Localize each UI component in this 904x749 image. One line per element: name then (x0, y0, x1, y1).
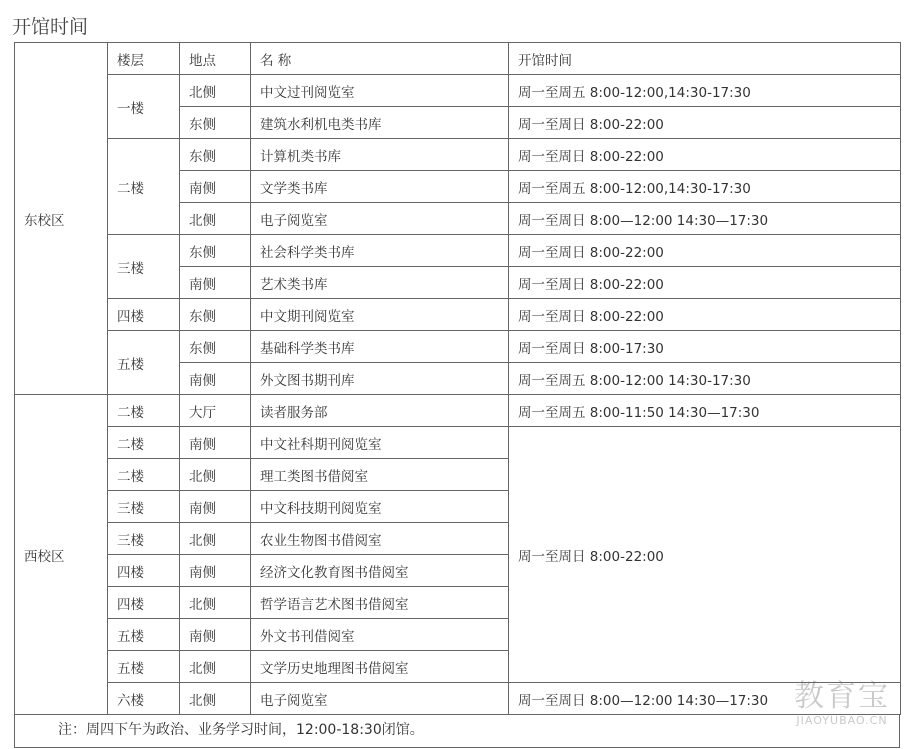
location-cell: 南侧 (180, 363, 251, 395)
room-name-cell: 电子阅览室 (251, 203, 509, 235)
hours-cell: 周一至周日 8:00-22:00 (509, 299, 901, 331)
table-row (15, 427, 901, 459)
room-name-cell: 艺术类书库 (251, 267, 509, 299)
floor-cell: 二楼 (108, 395, 180, 427)
location-cell: 东侧 (180, 107, 251, 139)
room-name-cell: 中文过刊阅览室 (251, 75, 509, 107)
location-cell: 北侧 (180, 203, 251, 235)
hours-cell: 周一至周日 8:00-22:00 (509, 235, 901, 267)
hours-cell: 周一至周五 8:00-12:00,14:30-17:30 (509, 171, 901, 203)
table-row (15, 235, 901, 267)
hours-cell: 周一至周五 8:00-12:00 14:30-17:30 (509, 363, 901, 395)
location-cell: 东侧 (180, 331, 251, 363)
floor-cell: 四楼 (108, 299, 180, 331)
location-cell: 南侧 (180, 619, 251, 651)
watermark-main-text: 教育宝 (794, 679, 890, 714)
floor-cell: 二楼 (108, 139, 180, 235)
location-cell: 南侧 (180, 427, 251, 459)
floor-cell: 三楼 (108, 523, 180, 555)
header-hours: 开馆时间 (509, 43, 901, 75)
table-row (15, 331, 901, 363)
floor-cell: 二楼 (108, 427, 180, 459)
room-name-cell: 社会科学类书库 (251, 235, 509, 267)
hours-cell: 周一至周日 8:00-17:30 (509, 331, 901, 363)
merged-hours-cell: 周一至周日 8:00-22:00 (509, 427, 901, 683)
header-floor: 楼层 (108, 43, 180, 75)
location-cell: 北侧 (180, 75, 251, 107)
location-cell: 北侧 (180, 459, 251, 491)
room-name-cell: 外文图书期刊库 (251, 363, 509, 395)
table-row (15, 139, 901, 171)
hours-cell: 周一至周五 8:00-12:00,14:30-17:30 (509, 75, 901, 107)
floor-cell: 一楼 (108, 75, 180, 139)
room-name-cell: 文学类书库 (251, 171, 509, 203)
opening-hours-table (14, 42, 901, 715)
hours-cell: 周一至周日 8:00—12:00 14:30—17:30 (509, 203, 901, 235)
location-cell: 南侧 (180, 555, 251, 587)
hours-cell: 周一至周日 8:00-22:00 (509, 267, 901, 299)
room-name-cell: 文学历史地理图书借阅室 (251, 651, 509, 683)
location-cell: 东侧 (180, 235, 251, 267)
floor-cell: 四楼 (108, 555, 180, 587)
floor-cell: 五楼 (108, 619, 180, 651)
header-location: 地点 (180, 43, 251, 75)
room-name-cell: 计算机类书库 (251, 139, 509, 171)
table-row (15, 395, 901, 427)
floor-cell: 六楼 (108, 683, 180, 715)
location-cell: 南侧 (180, 171, 251, 203)
floor-cell: 三楼 (108, 491, 180, 523)
location-cell: 北侧 (180, 587, 251, 619)
footnote: 注：周四下午为政治、业务学习时间，12:00-18:30闭馆。 (14, 715, 900, 748)
room-name-cell: 中文科技期刊阅览室 (251, 491, 509, 523)
location-cell: 南侧 (180, 267, 251, 299)
room-name-cell: 外文书刊借阅室 (251, 619, 509, 651)
location-cell: 北侧 (180, 523, 251, 555)
table-header-row (15, 43, 901, 75)
header-name: 名 称 (251, 43, 509, 75)
room-name-cell: 建筑水利机电类书库 (251, 107, 509, 139)
floor-cell: 五楼 (108, 651, 180, 683)
room-name-cell: 哲学语言艺术图书借阅室 (251, 587, 509, 619)
floor-cell: 五楼 (108, 331, 180, 395)
location-cell: 北侧 (180, 651, 251, 683)
location-cell: 东侧 (180, 139, 251, 171)
floor-cell: 四楼 (108, 587, 180, 619)
campus-east-cell: 东校区 (15, 43, 108, 395)
floor-cell: 三楼 (108, 235, 180, 299)
room-name-cell: 农业生物图书借阅室 (251, 523, 509, 555)
hours-cell: 周一至周日 8:00—12:00 14:30—17:30 (509, 683, 901, 715)
room-name-cell: 经济文化教育图书借阅室 (251, 555, 509, 587)
page-title: 开馆时间 (12, 16, 89, 38)
room-name-cell: 读者服务部 (251, 395, 509, 427)
hours-cell: 周一至周五 8:00-11:50 14:30—17:30 (509, 395, 901, 427)
table-row (15, 75, 901, 107)
hours-cell: 周一至周日 8:00-22:00 (509, 107, 901, 139)
table-row (15, 683, 901, 715)
room-name-cell: 中文期刊阅览室 (251, 299, 509, 331)
floor-cell: 二楼 (108, 459, 180, 491)
watermark-sub-text: JIAOYUBAO.CN (796, 714, 888, 727)
room-name-cell: 电子阅览室 (251, 683, 509, 715)
room-name-cell: 基础科学类书库 (251, 331, 509, 363)
table-row (15, 299, 901, 331)
location-cell: 北侧 (180, 683, 251, 715)
location-cell: 东侧 (180, 299, 251, 331)
room-name-cell: 理工类图书借阅室 (251, 459, 509, 491)
location-cell: 南侧 (180, 491, 251, 523)
hours-cell: 周一至周日 8:00-22:00 (509, 139, 901, 171)
campus-west-cell: 西校区 (15, 395, 108, 715)
location-cell: 大厅 (180, 395, 251, 427)
room-name-cell: 中文社科期刊阅览室 (251, 427, 509, 459)
